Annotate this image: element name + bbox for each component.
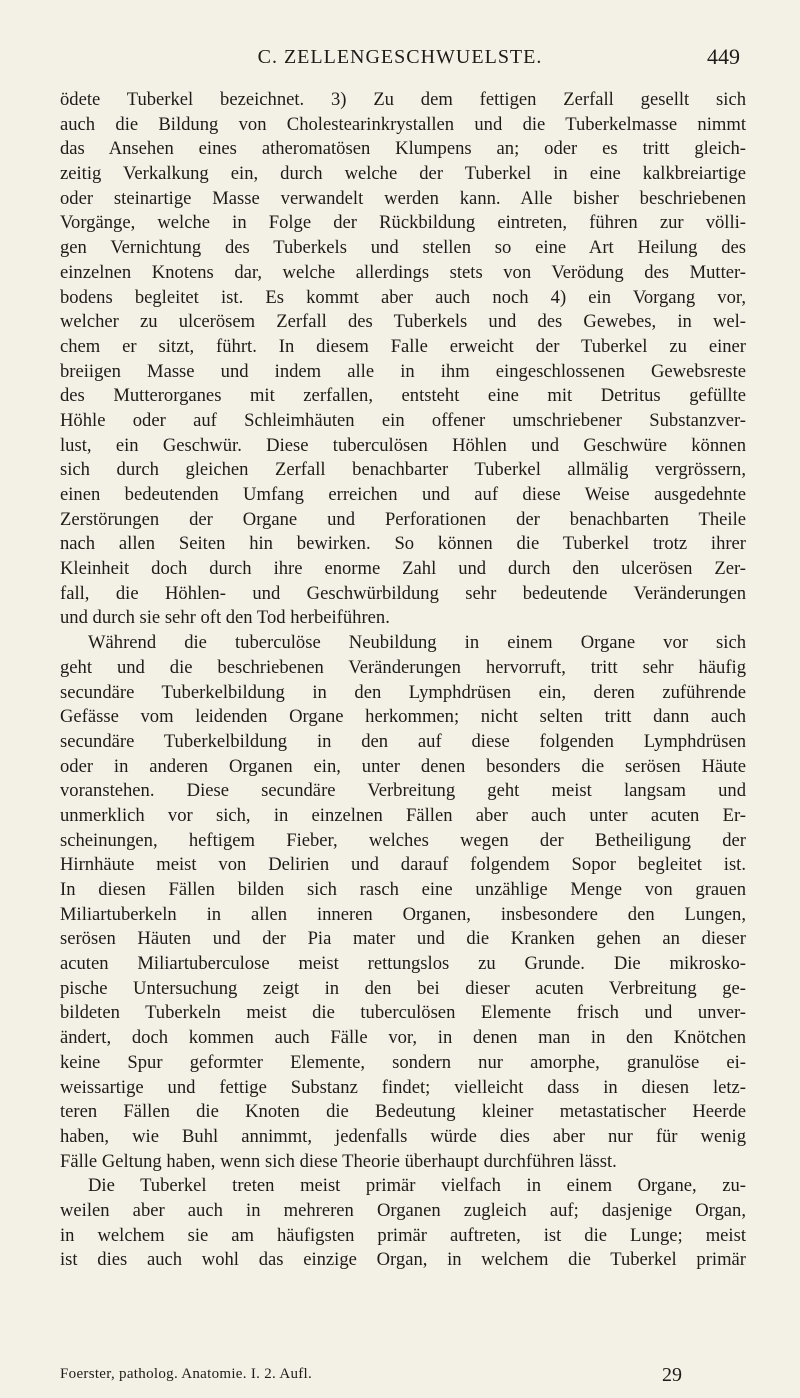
text-line: Während die tuberculöse Neubildung in einem Organe vor sich — [88, 632, 746, 654]
text-line: fall, die Höhlen- und Geschwürbildung sehr bedeutende Veränderungen — [60, 582, 746, 604]
text-line: keine Spur geformter Elemente, sondern nur amorphe, granulöse ei- — [60, 1051, 746, 1073]
text-line: ödete Tuberkel bezeichnet. 3) Zu dem fettigen Zerfall gesellt sich — [60, 89, 746, 110]
text-line: bodens begleitet ist. Es kommt aber auch noch 4) ein Vorgang vor, — [60, 286, 746, 308]
text-line: welcher zu ulcerösem Zerfall des Tuberkels und des Gewebes, in wel- — [60, 311, 746, 333]
text-line: einen bedeutenden Umfang erreichen und auf diese Weise ausgedehnte — [60, 484, 746, 505]
text-line: Hirnhäute meist von Delirien und darauf folgendem Sopor begleitet ist. — [60, 854, 746, 876]
text-line: Miliartuberkeln in allen inneren Organen, insbesondere den Lungen, — [60, 903, 746, 925]
text-line: oder in anderen Organen ein, unter denen besonders die serösen Häute — [60, 755, 746, 777]
text-line: Zerstörungen der Organe und Perforationen der benachbarten Theile — [60, 508, 746, 530]
text-line: nach allen Seiten hin bewirken. So können die Tuberkel trotz ihrer — [60, 533, 746, 555]
text-line: Fälle Geltung haben, wenn sich diese Theorie überhaupt durchführen lässt. — [60, 1150, 617, 1172]
text-line: chem er sitzt, führt. In diesem Falle erweicht der Tuberkel zu einer — [60, 335, 746, 357]
text-line: pische Untersuchung zeigt in den bei dieser acuten Verbreitung ge- — [60, 977, 746, 999]
text-line: voranstehen. Diese secundäre Verbreitung geht meist langsam und — [60, 780, 746, 802]
text-line: serösen Häuten und der Pia mater und die Kranken gehen an dieser — [60, 928, 746, 950]
text-line: Höhle oder auf Schleimhäuten ein offener umschriebener Substanzver- — [60, 409, 746, 431]
text-line: secundäre Tuberkelbildung in den Lymphdrüsen ein, deren zuführende — [60, 681, 746, 703]
text-line: unmerklich vor sich, in einzelnen Fällen aber auch unter acuten Er- — [60, 804, 746, 826]
text-line: auch die Bildung von Cholestearinkrystallen und die Tuberkelmasse nimmt — [60, 113, 746, 135]
text-line: acuten Miliartuberculose meist rettungslos zu Grunde. Die mikrosko- — [60, 953, 746, 975]
text-line: lust, ein Geschwür. Diese tuberculösen Höhlen und Geschwüre können — [60, 434, 746, 456]
text-line: teren Fällen die Knoten die Bedeutung kleiner metastatischer Heerde — [60, 1101, 746, 1123]
text-line: Vorgänge, welche in Folge der Rückbildung eintreten, führen zur völli- — [60, 212, 746, 234]
running-head: C. ZELLENGESCHWUELSTE. — [257, 46, 543, 68]
text-line: oder steinartige Masse verwandelt werden kann. Alle bisher beschriebenen — [60, 187, 746, 209]
text-line: sich durch gleichen Zerfall benachbarter Tuberkel allmälig vergrössern, — [60, 459, 746, 481]
page-header — [60, 36, 740, 76]
text-line: gen Vernichtung des Tuberkels und stellen so eine Art Heilung des — [60, 237, 746, 259]
text-line: bildeten Tuberkeln meist die tuberculösen Elemente frisch und unver- — [60, 1002, 746, 1024]
page-number: 449 — [707, 44, 740, 69]
text-line: geht und die beschriebenen Veränderungen hervorruft, tritt sehr häufig — [60, 656, 746, 678]
text-line: Gefässe vom leidenden Organe herkommen; nicht selten tritt dann auch — [60, 706, 746, 728]
text-line: Kleinheit doch durch ihre enorme Zahl und durch den ulcerösen Zer- — [60, 558, 746, 580]
text-line: breiigen Masse und indem alle in ihm eingeschlossenen Gewebsreste — [60, 360, 746, 382]
footer-citation: Foerster, patholog. Anatomie. I. 2. Aufl. — [60, 1366, 313, 1382]
text-line: in welchem sie am häufigsten primär auftreten, ist die Lunge; meist — [60, 1224, 746, 1246]
text-line: weissartige und fettige Substanz findet; vielleicht dass in diesen letz- — [60, 1076, 746, 1098]
text-line: zeitig Verkalkung ein, durch welche der Tuberkel in eine kalkbreiartige — [60, 163, 746, 185]
text-line: In diesen Fällen bilden sich rasch eine unzählige Menge von grauen — [60, 879, 746, 900]
page-footer — [60, 1366, 746, 1390]
text-line: das Ansehen eines atheromatösen Klumpens an; oder es tritt gleich- — [60, 138, 746, 160]
text-line: secundäre Tuberkelbildung in den auf diese folgenden Lymphdrüsen — [60, 730, 746, 752]
signature-mark: 29 — [662, 1364, 682, 1386]
body-text — [60, 88, 746, 1273]
text-line: des Mutterorganes mit zerfallen, entsteht eine mit Detritus gefüllte — [60, 385, 746, 407]
text-line: haben, wie Buhl annimmt, jedenfalls würde dies aber nur für wenig — [60, 1125, 746, 1147]
text-line: weilen aber auch in mehreren Organen zugleich auf; dasjenige Organ, — [60, 1199, 746, 1221]
text-line: Die Tuberkel treten meist primär vielfach in einem Organe, zu- — [88, 1175, 746, 1197]
text-line: einzelnen Knotens dar, welche allerdings stets von Verödung des Mutter- — [60, 261, 746, 283]
text-line: scheinungen, heftigem Fieber, welches wegen der Betheiligung der — [60, 829, 746, 851]
text-line: ist dies auch wohl das einzige Organ, in welchem die Tuberkel primär — [60, 1249, 746, 1271]
text-line: ändert, doch kommen auch Fälle vor, in denen man in den Knötchen — [60, 1027, 746, 1049]
text-line: und durch sie sehr oft den Tod herbeiführen. — [60, 607, 390, 629]
